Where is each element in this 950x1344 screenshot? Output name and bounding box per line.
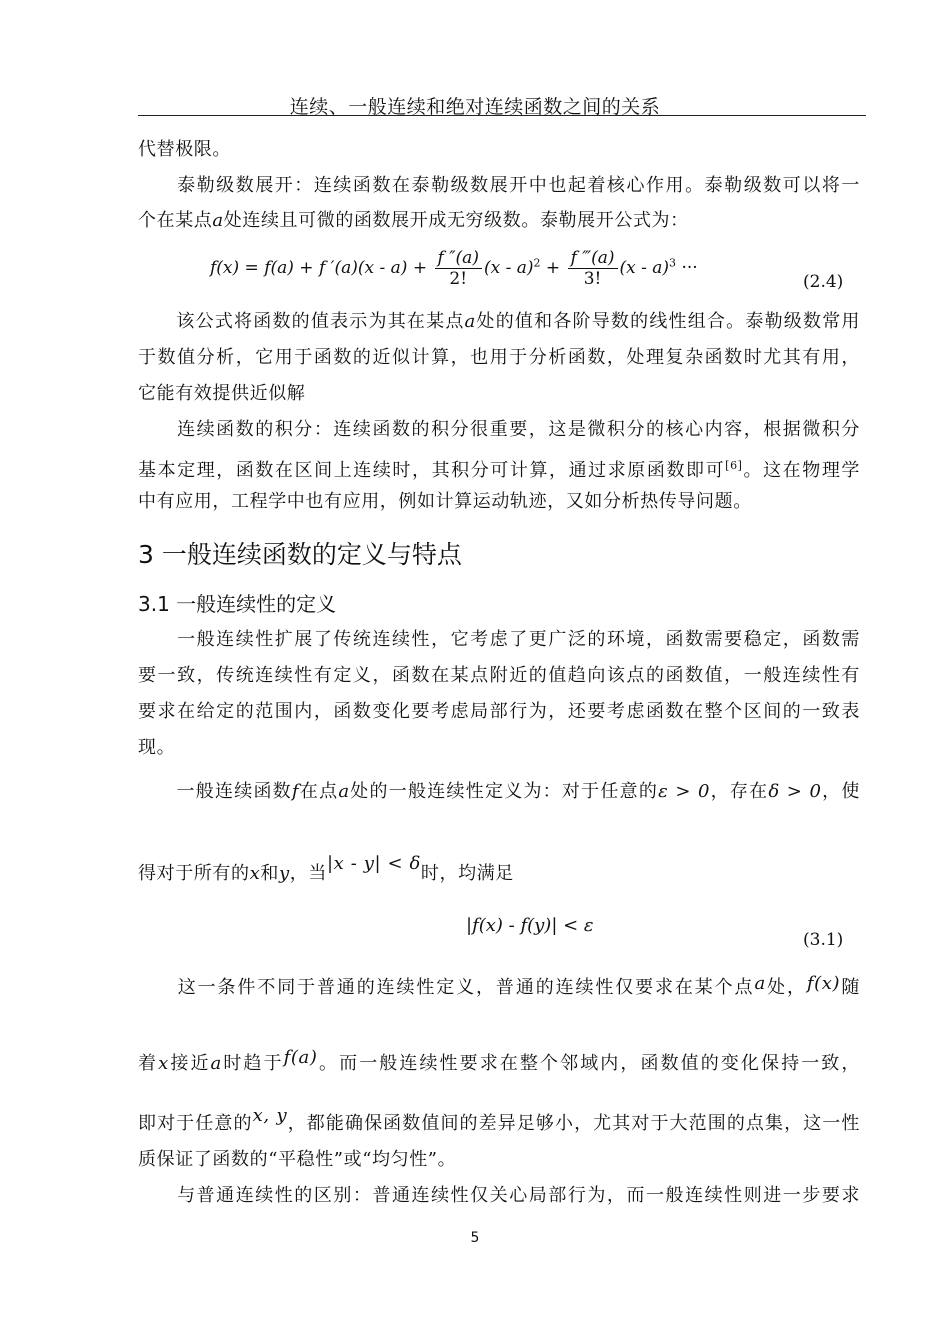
paragraph-text: 着	[138, 1053, 159, 1074]
paragraph-line	[138, 1105, 860, 1134]
taylor-term: (x - a)	[619, 258, 670, 278]
paragraph-text: 处的值和各阶导数的线性组合。泰勒级数常用	[475, 311, 861, 332]
frac-denominator: 3!	[583, 269, 602, 289]
math-expression: ε > 0	[658, 781, 711, 802]
paragraph-text: 处的一般连续性定义为：对于任意的	[349, 781, 659, 802]
paragraph-line: 它能有效提供近似解	[138, 383, 306, 404]
paragraph-line: 质保证了函数的“平稳性”或“均匀性”。	[138, 1149, 457, 1170]
subsection-heading: 3.1 一般连续性的定义	[138, 592, 337, 616]
paragraph-text: 一般连续性扩展了传统连续性，它考虑了更广泛的环境，函数需要稳定，函数需	[177, 629, 860, 650]
paragraph-line: 现。	[138, 737, 176, 758]
paragraph-text: 时趋于	[221, 1053, 284, 1074]
math-symbol: y	[278, 863, 290, 884]
math-symbol: f	[291, 781, 300, 802]
paragraph-line	[138, 312, 860, 332]
equation-number: (3.1)	[803, 930, 844, 950]
paragraph-text: 在点	[299, 781, 339, 802]
paragraph-text: 该公式将函数的值表示为其在某点	[176, 311, 465, 332]
paragraph-line	[138, 782, 860, 802]
paragraph-text: 随	[840, 977, 861, 998]
paragraph-line	[138, 456, 860, 481]
frac-numerator: f ‴(a)	[568, 248, 618, 269]
paragraph-text: 基本定理，函数在区间上连续时，其积分可计算，通过求原函数即可	[138, 460, 726, 481]
math-expression: |x - y| < δ	[326, 853, 421, 874]
plus-sign: +	[545, 258, 561, 278]
paragraph-text: ，当	[289, 863, 327, 884]
paragraph-line	[138, 630, 860, 650]
math-expression: f(x)	[806, 973, 841, 994]
taylor-lhs: f(x) = f(a) + f ′(a)(x - a) +	[210, 258, 428, 278]
frac-denominator: 2!	[449, 269, 468, 289]
header-rule	[138, 115, 866, 116]
paragraph-text: 和	[260, 863, 279, 884]
running-header: 连续、一般连续和绝对连续函数之间的关系	[289, 96, 661, 118]
paragraph-text: 这一条件不同于普通的连续性定义，普通的连续性仅要求在某个点	[177, 977, 755, 998]
paragraph-text: 即对于任意的	[138, 1113, 253, 1134]
paragraph-text: 泰勒级数展开：连续函数在泰勒级数展开中也起着核心作用。泰勒级数可以将一	[177, 175, 860, 196]
taylor-equation	[210, 248, 698, 289]
paragraph-text: 与普通连续性的区别：普通连续性仅关心局部行为，而一般连续性则进一步要求	[177, 1185, 860, 1206]
paragraph-line	[138, 176, 860, 196]
paragraph-text: 。而一般连续性要求在整个邻域内，函数值的变化保持一致，	[317, 1053, 860, 1074]
paragraph-line	[138, 973, 861, 998]
page-number: 5	[470, 1230, 480, 1246]
math-symbol: x	[158, 1053, 169, 1074]
paragraph-text: ，存在	[710, 781, 769, 802]
math-symbol: a	[754, 973, 766, 994]
math-symbol: a	[212, 210, 224, 231]
paragraph-text: 连续函数的积分：连续函数的积分很重要，这是微积分的核心内容，根据微积分	[177, 419, 860, 440]
math-symbol: x	[249, 863, 261, 884]
ellipsis: ···	[681, 258, 698, 278]
paragraph-text: 一般连续函数	[176, 781, 292, 802]
paragraph-line	[138, 1186, 860, 1206]
uniform-continuity-equation: |f(x) - f(y)| < ε	[466, 915, 594, 936]
paragraph-text: ，使	[821, 781, 860, 802]
paragraph-line	[138, 420, 860, 440]
citation-ref: [6]	[725, 459, 743, 472]
equation-number: (2.4)	[803, 272, 844, 292]
paragraph-line	[138, 853, 860, 884]
math-expression: δ > 0	[768, 781, 822, 802]
paragraph-line: 代替极限。	[138, 139, 231, 160]
paragraph-line	[138, 211, 860, 231]
paragraph-text: 处连续且可微的函数展开成无穷级数。泰勒展开公式为：	[223, 210, 689, 231]
exponent: 2	[533, 256, 541, 270]
paragraph-text: 得对于所有的	[138, 863, 250, 884]
paragraph-text: 。这在物理学	[742, 460, 860, 481]
frac-numerator: f ″(a)	[435, 248, 482, 269]
paragraph-text: ，都能确保函数值间的差异足够小，尤其对于大范围的点集，这一性	[287, 1113, 860, 1134]
taylor-frac-2	[435, 248, 482, 289]
math-symbol: a	[338, 781, 350, 802]
paragraph-line: 中有应用，工程学中也有应用，例如计算运动轨迹，又如分析热传导问题。	[138, 491, 752, 512]
taylor-frac-3	[568, 248, 618, 289]
section-heading: 3 一般连续函数的定义与特点	[138, 540, 462, 569]
math-expression: x, y	[252, 1105, 288, 1126]
paragraph-line: 要一致，传统连续性有定义，函数在某点附近的值趋向该点的函数值，一般连续性有	[138, 665, 860, 686]
math-symbol: a	[464, 311, 476, 332]
paragraph-text: 处，	[765, 977, 807, 998]
math-expression: f(a)	[283, 1047, 318, 1068]
exponent: 3	[669, 256, 677, 270]
paragraph-text: 个在某点	[138, 210, 213, 231]
paragraph-text: 接近	[168, 1053, 211, 1074]
math-symbol: a	[210, 1053, 222, 1074]
paragraph-line	[138, 1047, 860, 1074]
paragraph-text: 时，均满足	[420, 863, 514, 884]
paragraph-line: 要求在给定的范围内，函数变化要考虑局部行为，还要考虑函数在整个区间的一致表	[138, 701, 860, 722]
taylor-term: (x - a)	[483, 258, 534, 278]
paragraph-line: 于数值分析，它用于函数的近似计算，也用于分析函数，处理复杂函数时尤其有用，	[138, 347, 860, 368]
